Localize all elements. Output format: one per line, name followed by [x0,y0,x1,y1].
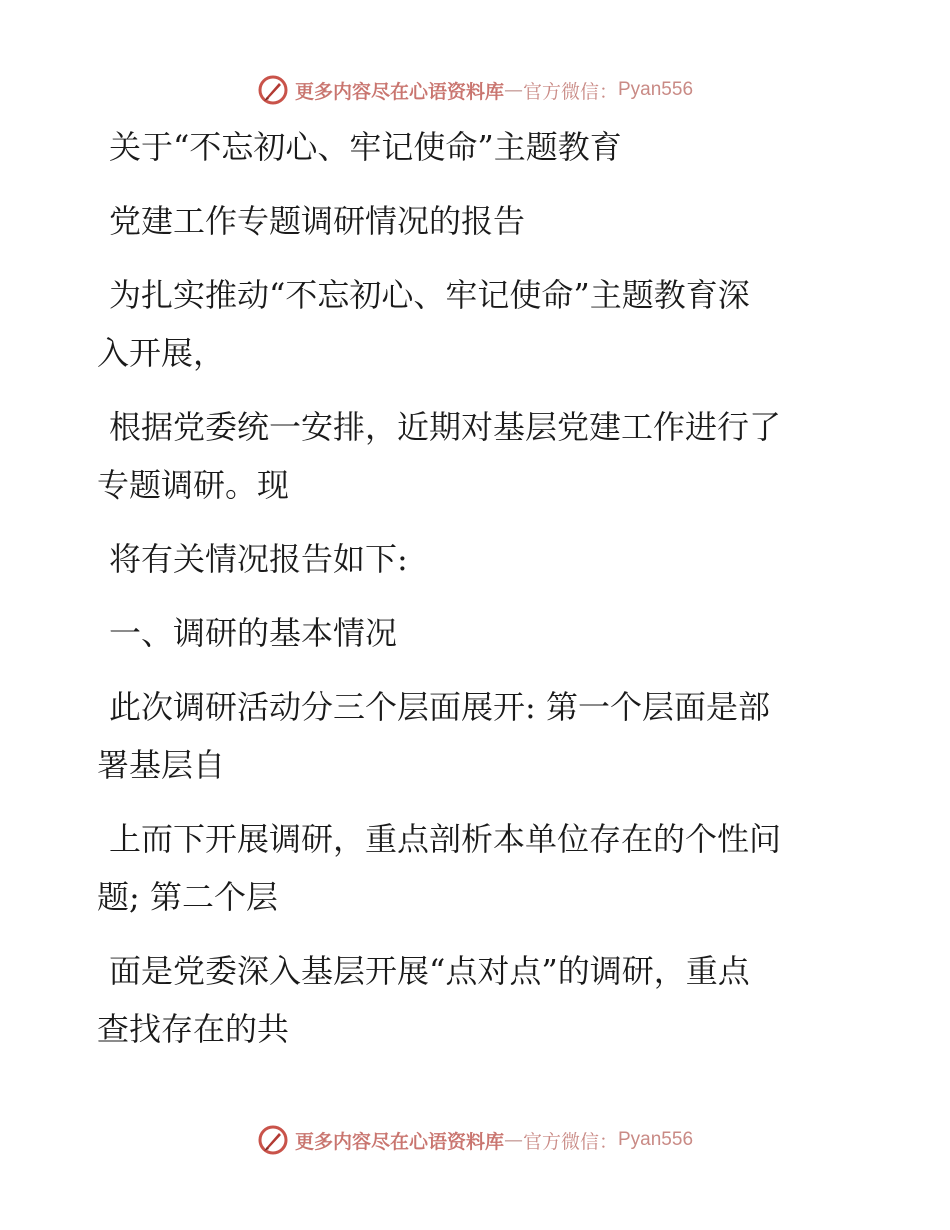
paragraph [97,678,827,794]
doc-title-line-2 [97,192,827,250]
watermark-label: 官方微信： [522,80,618,103]
watermark-id: Pyan556 [618,1129,694,1150]
quill-logo-icon [257,74,289,106]
paragraph-line: 题; 第二个层 [97,878,278,916]
paragraph [97,530,827,588]
footer-watermark [0,1120,950,1160]
paragraph-line: 面是党委深入基层开展“点对点”的调研，重点 [109,952,750,990]
section-heading [97,604,827,662]
paragraph [97,942,827,1058]
paragraph-line: 一、调研的基本情况 [109,614,398,652]
paragraph-line: 专题调研。现 [97,466,290,504]
paragraph [97,810,827,926]
document-body [97,118,827,1058]
paragraph [97,398,827,514]
doc-title-line-1 [97,118,827,176]
paragraph-line: 查找存在的共 [97,1010,290,1048]
paragraph-line: 将有关情况报告如下: [109,540,408,578]
paragraph [97,266,827,382]
watermark-id: Pyan556 [618,79,694,100]
paragraph-line: 党建工作专题调研情况的报告 [109,202,526,240]
paragraph-line: 此次调研活动分三个层面展开: 第一个层面是部 [109,688,770,726]
watermark-separator: — [503,1129,523,1151]
paragraph-line: 为扎实推动“不忘初心、牢记使命”主题教育深 [109,276,750,314]
quill-logo-icon [257,1124,289,1156]
watermark-main-text: 更多内容尽在心语资料库 [294,1130,504,1153]
paragraph-line: 根据党委统一安排，近期对基层党建工作进行了 [109,408,782,446]
watermark-label: 官方微信： [522,1130,618,1153]
paragraph-line: 关于“不忘初心、牢记使命”主题教育 [109,128,622,166]
paragraph-line: 上而下开展调研，重点剖析本单位存在的个性问 [109,820,782,858]
header-watermark [0,70,950,110]
watermark-main-text: 更多内容尽在心语资料库 [294,80,504,103]
paragraph-line: 署基层自 [97,746,226,784]
watermark-separator: — [503,79,523,101]
paragraph-line: 入开展， [97,334,226,372]
